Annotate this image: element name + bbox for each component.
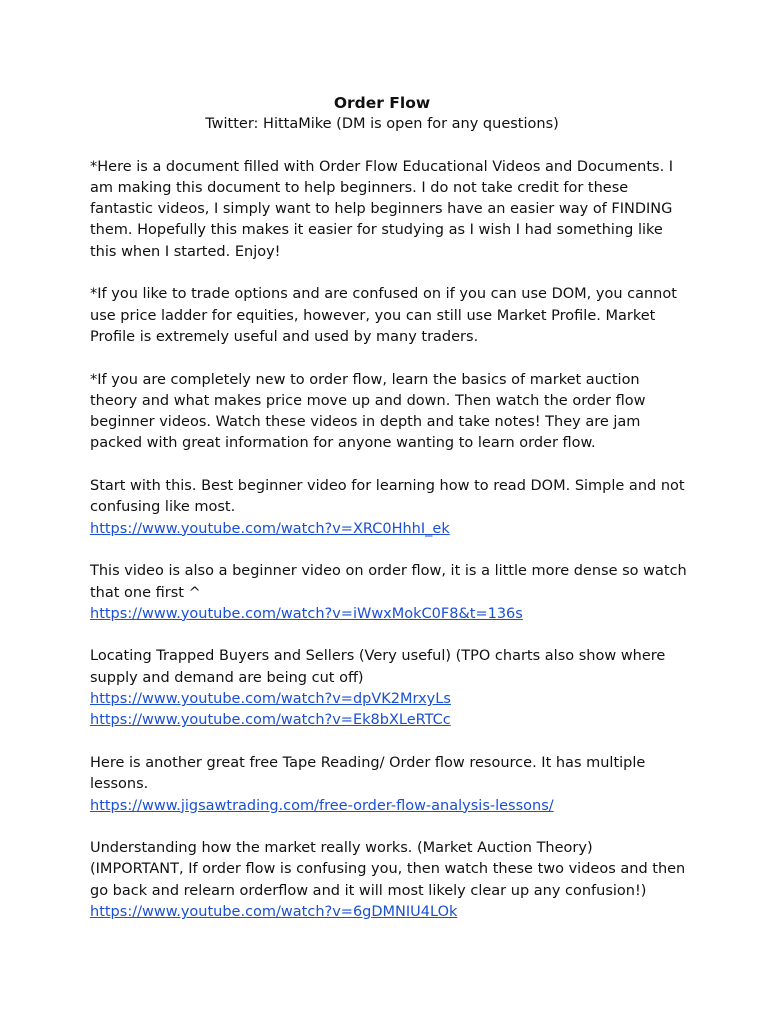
intro-paragraph-1: *Here is a document filled with Order Flow Educational Videos and Documents. I am making this document to help beginners. I do not take credit for these fantastic videos, I simply want to help beginners have an easier way of FINDING them. Hopefully this makes it easier for studying as I wish I had something like this when I started. Enjoy!: [90, 158, 674, 260]
section-2-link-1[interactable]: https://www.youtube.com/watch?v=iWwxMokC0F8&t=136s: [90, 605, 523, 622]
section-5-text: Understanding how the market really works. (Market Auction Theory) (IMPORTANT, If order flow is confusing you, then watch these two videos and then go back and relearn orderflow and it will most likely clear up any confusion!): [90, 840, 686, 899]
spacer: [90, 263, 690, 284]
spacer: [90, 817, 690, 838]
section-1-text: Start with this. Best beginner video for learning how to read DOM. Simple and not confusing like most.: [90, 478, 685, 516]
intro-paragraph-2: *If you like to trade options and are confused on if you can use DOM, you cannot use price ladder for equities, however, you can still use Market Profile. Market Profile is extremely useful and used by many traders.: [90, 286, 677, 345]
spacer: [90, 540, 690, 561]
section-1-link-1[interactable]: https://www.youtube.com/watch?v=XRC0HhhI_ek: [90, 520, 450, 537]
document-title: Order Flow: [333, 94, 431, 112]
document-body: [90, 93, 690, 923]
spacer: [90, 732, 690, 753]
spacer: [90, 455, 690, 476]
spacer: [90, 348, 690, 369]
intro-paragraph-3: *If you are completely new to order flow, learn the basics of market auction theory and what makes price move up and down. Then watch the order flow beginner videos. Watch these videos in depth and take notes! They are jam packed with great information for anyone wanting to learn order flow.: [90, 371, 646, 452]
section-3-text: Locating Trapped Buyers and Sellers (Very useful) (TPO charts also show where supply and demand are being cut off): [90, 648, 666, 686]
section-4-link-1[interactable]: https://www.jigsawtrading.com/free-order-flow-analysis-lessons/: [90, 797, 554, 814]
spacer: [90, 135, 690, 156]
section-4-text: Here is another great free Tape Reading/ Order flow resource. It has multiple lessons.: [90, 754, 646, 793]
section-5-link-1[interactable]: https://www.youtube.com/watch?v=6gDMNIU4LOk: [90, 903, 458, 920]
spacer: [90, 625, 690, 646]
document-subtitle: Twitter: HittaMike (DM is open for any questions): [205, 116, 559, 132]
section-2-text: This video is also a beginner video on order flow, it is a little more dense so watch that one first ^: [90, 563, 687, 601]
section-3-link-2[interactable]: https://www.youtube.com/watch?v=Ek8bXLeRTCc: [90, 712, 451, 729]
section-3-link-1[interactable]: https://www.youtube.com/watch?v=dpVK2MrxyLs: [90, 691, 451, 708]
